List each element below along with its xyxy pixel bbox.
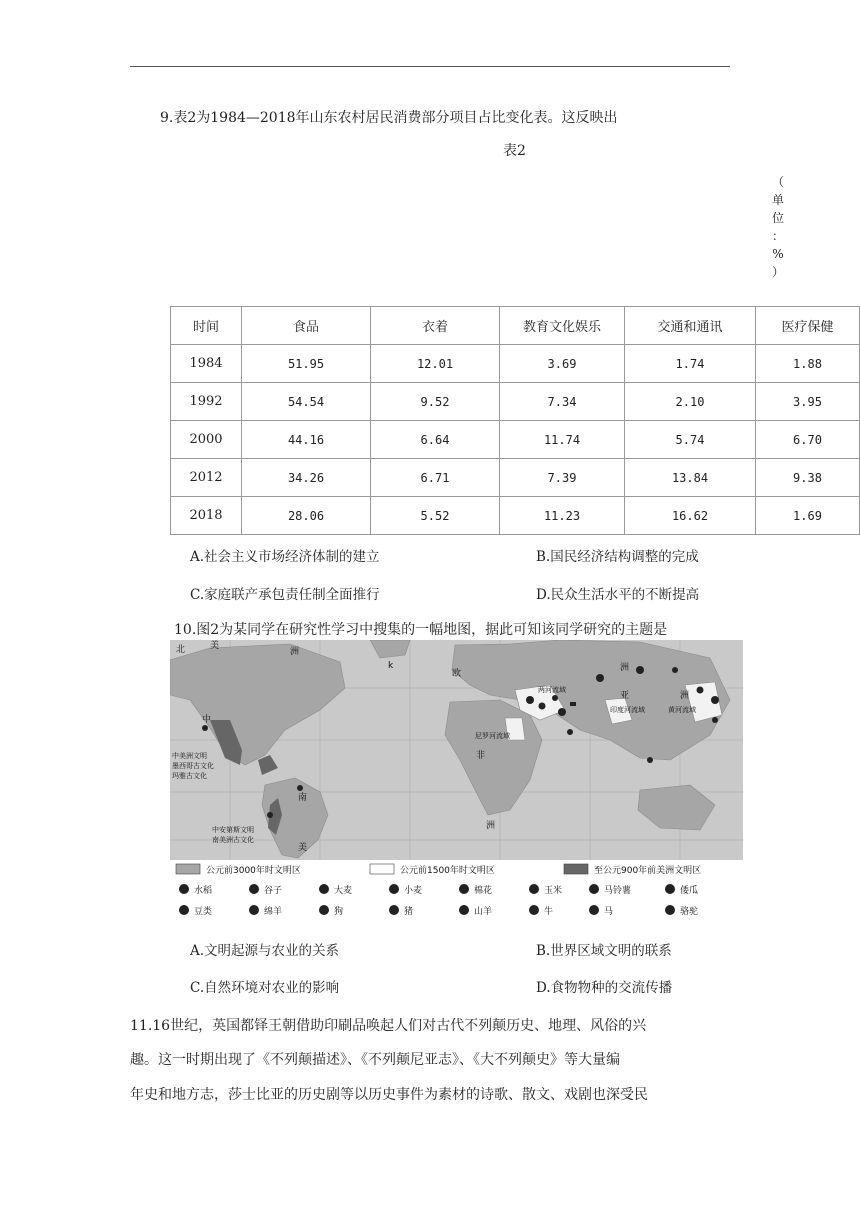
col-header: 食品 <box>242 307 371 345</box>
legend-swatch-3000bc <box>176 864 200 874</box>
label-maya: 玛雅古文化 <box>172 772 207 780</box>
legend-animal: 绵羊 <box>264 907 283 917</box>
cell: 9.38 <box>756 459 860 497</box>
label-zhou4: 洲 <box>486 821 496 831</box>
cell: 12.01 <box>371 345 500 383</box>
header-rule <box>130 66 730 67</box>
label-mexico: 墨西哥古文化 <box>172 762 214 770</box>
map-graphic <box>170 640 743 918</box>
cell: 9.52 <box>371 383 500 421</box>
cell: 11.74 <box>500 421 625 459</box>
cell: 2018 <box>171 497 242 535</box>
option-10c: C.自然环境对农业的影响 <box>190 980 340 996</box>
north-america-shape <box>170 644 345 765</box>
label-central-andes: 中安第斯文明 <box>212 826 254 834</box>
label-fei: 非 <box>476 751 486 761</box>
table-row <box>171 421 860 459</box>
legend-area1: 公元前3000年时文明区 <box>206 866 301 876</box>
barley-icon <box>319 884 329 894</box>
cell: 34.26 <box>242 459 371 497</box>
label-indus: 印度河流域 <box>610 706 645 714</box>
legend-animal: 狗 <box>334 907 344 917</box>
beans-icon <box>179 905 189 915</box>
legend-crop: 小麦 <box>404 886 423 896</box>
consumption-table <box>170 306 860 535</box>
cell: 2.10 <box>625 383 756 421</box>
cell: 44.16 <box>242 421 371 459</box>
wheat-icon <box>389 884 399 894</box>
question-11-line: 年史和地方志，莎士比亚的历史剧等以历史事件为素材的诗歌、散文、戏剧也深受民 <box>130 1087 648 1103</box>
corn-icon <box>529 884 539 894</box>
legend-animal: 山羊 <box>474 907 493 917</box>
legend-crop: 谷子 <box>264 886 283 896</box>
cell: 3.69 <box>500 345 625 383</box>
table-row <box>171 383 860 421</box>
table-row <box>171 345 860 383</box>
unit-char: （ <box>771 175 784 189</box>
label-yellow-river: 黄河流域 <box>668 706 696 714</box>
legend-swatch-900ad <box>564 864 588 874</box>
legend-crop: 水稻 <box>194 886 213 896</box>
unit-note <box>771 173 785 281</box>
col-header: 交通和通讯 <box>625 307 756 345</box>
cotton-icon <box>459 884 469 894</box>
unit-char: 位 <box>771 211 784 225</box>
unit-char: ） <box>771 265 784 279</box>
world-map-figure <box>170 640 743 918</box>
cell: 1.88 <box>756 345 860 383</box>
dog-icon <box>319 905 329 915</box>
legend-crop: 大麦 <box>334 886 353 896</box>
question-10-stem: 10.图2为某同学在研究性学习中搜集的一幅地图，据此可知该同学研究的主题是 <box>174 622 668 638</box>
label-nan: 南 <box>298 793 308 803</box>
legend-crop: 棉花 <box>474 886 493 896</box>
label-zhou2: 洲 <box>620 663 630 673</box>
cell: 6.71 <box>371 459 500 497</box>
option-10a: A.文明起源与农业的关系 <box>190 943 340 959</box>
option-10d: D.食物物种的交流传播 <box>536 980 673 996</box>
label-mesoamerica: 中美洲文明 <box>172 752 207 760</box>
horse-icon <box>589 905 599 915</box>
cell: 1.69 <box>756 497 860 535</box>
cell: 2000 <box>171 421 242 459</box>
africa-shape <box>445 700 542 815</box>
camel-icon <box>665 905 675 915</box>
unit-char: % <box>772 247 784 261</box>
option-9c: C.家庭联产承包责任制全面推行 <box>190 587 380 603</box>
legend-animal: 马 <box>604 907 614 917</box>
col-header: 医疗保健 <box>756 307 860 345</box>
pig-icon <box>389 905 399 915</box>
table-caption: 表2 <box>503 143 526 159</box>
cell: 1984 <box>171 345 242 383</box>
potato-icon <box>589 884 599 894</box>
legend-animal: 豆类 <box>194 907 213 917</box>
label-south-america-culture: 南美洲古文化 <box>212 836 254 844</box>
cell: 5.74 <box>625 421 756 459</box>
legend-crop: 玉米 <box>544 886 563 896</box>
legend-animal: 牛 <box>544 907 554 917</box>
legend-swatch-1500bc <box>370 864 394 874</box>
rice-icon <box>179 884 189 894</box>
squash-icon <box>665 884 675 894</box>
legend-animal: 猪 <box>404 907 414 917</box>
label-mei2: 美 <box>298 843 308 853</box>
cell: 7.39 <box>500 459 625 497</box>
question-9-stem: 9.表2为1984—2018年山东农村居民消费部分项目占比变化表。这反映出 <box>160 110 618 126</box>
question-11-line: 11.16世纪，英国都铎王朝借助印刷品唤起人们对古代不列颠历史、地理、风俗的兴 <box>130 1018 647 1034</box>
cell: 5.52 <box>371 497 500 535</box>
col-header: 时间 <box>171 307 242 345</box>
cell: 51.95 <box>242 345 371 383</box>
goat-icon <box>459 905 469 915</box>
millet-icon <box>249 884 259 894</box>
option-10b: B.世界区域文明的联系 <box>536 943 672 959</box>
option-9d: D.民众生活水平的不断提高 <box>536 587 700 603</box>
legend-area3: 至公元900年前美洲文明区 <box>594 866 702 876</box>
option-9a: A.社会主义市场经济体制的建立 <box>190 549 380 565</box>
cell: 2012 <box>171 459 242 497</box>
table-header-row <box>171 307 860 345</box>
cell: 6.70 <box>756 421 860 459</box>
legend-area2: 公元前1500年时文明区 <box>400 866 495 876</box>
cell: 16.62 <box>625 497 756 535</box>
label-nile: 尼罗河流域 <box>475 732 510 740</box>
label-ya: 亚 <box>620 691 630 701</box>
label-k: k <box>388 661 394 671</box>
continents <box>170 640 730 858</box>
question-11-line: 趣。这一时期出现了《不列颠描述》、《不列颠尼亚志》、《大不列颠史》等大量编 <box>130 1052 620 1068</box>
label-zhou3: 洲 <box>680 691 690 701</box>
col-header: 衣着 <box>371 307 500 345</box>
caribbean-area <box>258 755 278 775</box>
greenland-shape <box>370 640 410 658</box>
cell: 7.34 <box>500 383 625 421</box>
cell: 6.64 <box>371 421 500 459</box>
unit-char: 单 <box>771 193 784 207</box>
table-row <box>171 459 860 497</box>
cell: 11.23 <box>500 497 625 535</box>
label-ou: 欧 <box>452 669 462 679</box>
label-mesopotamia: 两河流域 <box>538 686 566 694</box>
label-zhou: 洲 <box>290 647 300 657</box>
cell: 3.95 <box>756 383 860 421</box>
legend-crop: 倭瓜 <box>680 886 699 896</box>
cattle-icon <box>529 905 539 915</box>
table-row <box>171 497 860 535</box>
label-zhong: 中 <box>202 715 212 725</box>
cell: 1.74 <box>625 345 756 383</box>
cell: 54.54 <box>242 383 371 421</box>
sheep-icon <box>249 905 259 915</box>
cell: 1992 <box>171 383 242 421</box>
unit-char: ： <box>771 229 784 243</box>
option-9b: B.国民经济结构调整的完成 <box>536 549 699 565</box>
legend-crop: 马铃薯 <box>604 886 632 896</box>
label-america: 美 <box>210 641 220 651</box>
col-header: 教育文化娱乐 <box>500 307 625 345</box>
label-north: 北 <box>176 645 186 655</box>
cell: 28.06 <box>242 497 371 535</box>
legend-animal: 骆驼 <box>680 907 699 917</box>
cell: 13.84 <box>625 459 756 497</box>
